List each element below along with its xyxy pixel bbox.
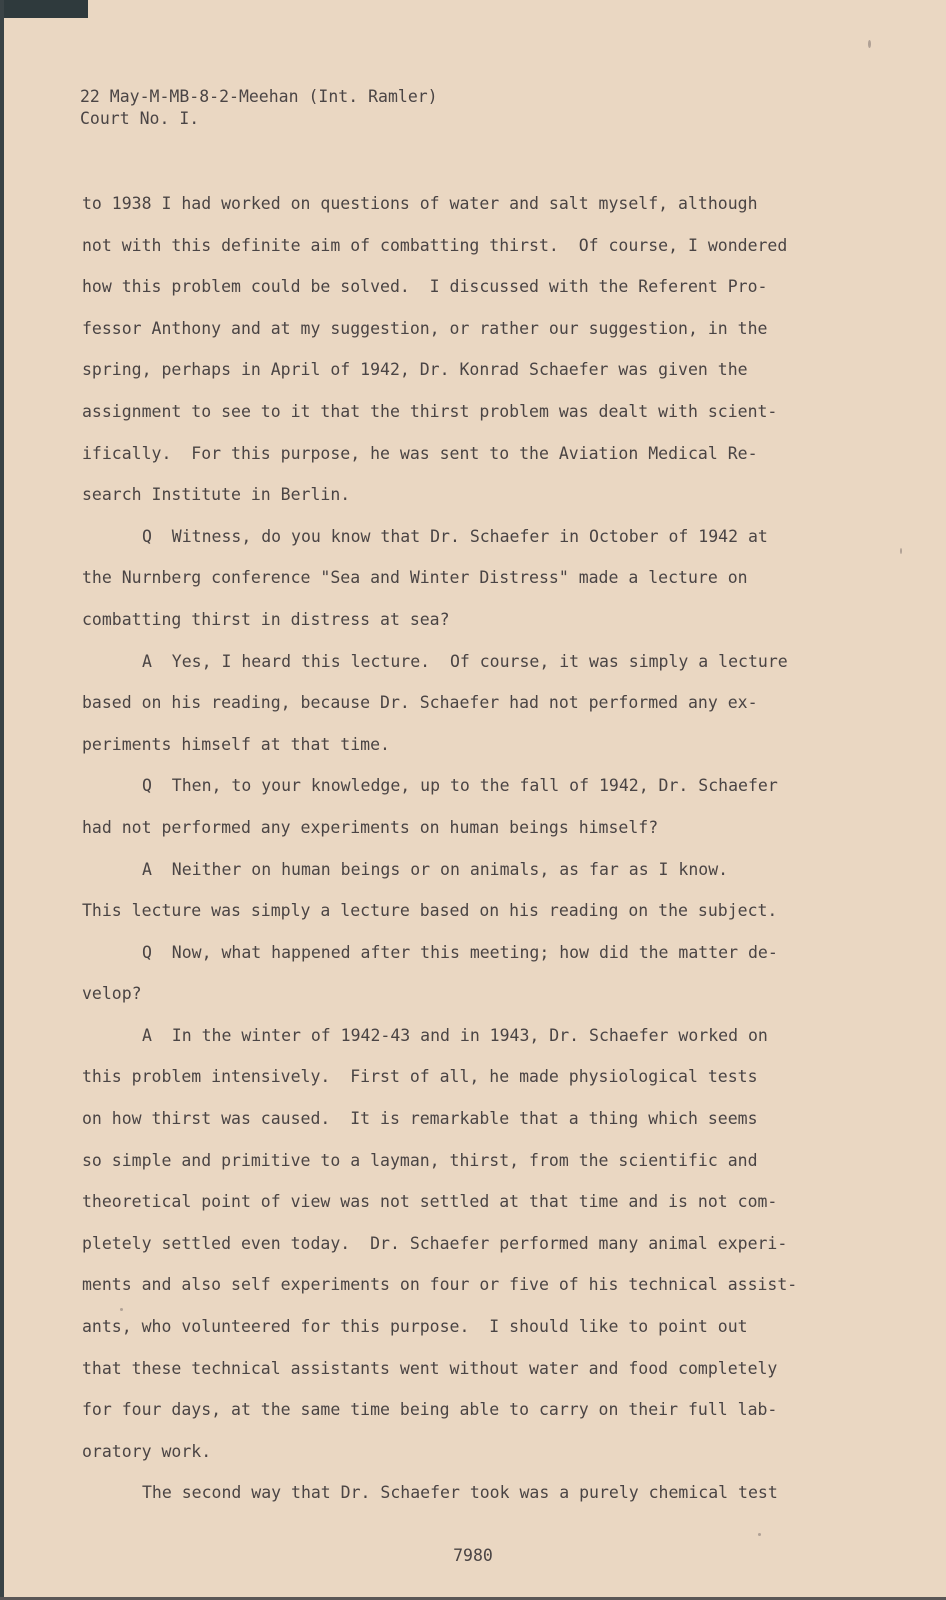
text-line: ments and also self experiments on four or five of his technical assist- [82, 1275, 798, 1295]
text-line: so simple and primitive to a layman, thirst, from the scientific and [82, 1150, 758, 1170]
question-line: Q Now, what happened after this meeting; how did the matter de- [142, 942, 778, 962]
text-line: that these technical assistants went without water and food completely [82, 1358, 778, 1378]
text-line: combatting thirst in distress at sea? [82, 609, 450, 629]
text-line: assignment to see to it that the thirst problem was dealt with scient- [82, 401, 778, 421]
answer-line: A Neither on human beings or on animals, as far as I know. [142, 859, 729, 879]
text-line: velop? [82, 984, 142, 1004]
binder-tab [0, 0, 88, 18]
text-line: ants, who volunteered for this purpose. I should like to point out [82, 1317, 748, 1337]
text-line: This lecture was simply a lecture based on his reading on the subject. [82, 901, 778, 921]
text-line: the Nurnberg conference "Sea and Winter Distress" made a lecture on [82, 568, 748, 588]
text-line: search Institute in Berlin. [82, 485, 351, 505]
text-line: ifically. For this purpose, he was sent to the Aviation Medical Re- [82, 443, 758, 463]
paper-speck [900, 548, 902, 554]
text-line: periments himself at that time. [82, 734, 390, 754]
text-line: spring, perhaps in April of 1942, Dr. Konrad Schaefer was given the [82, 360, 748, 380]
question-line: Q Witness, do you know that Dr. Schaefer in October of 1942 at [142, 526, 768, 546]
header-line-2: Court No. I. [80, 109, 200, 128]
header-line-1: 22 May-M-MB-8-2-Meehan (Int. Ramler) [80, 87, 438, 106]
text-line: for four days, at the same time being able to carry on their full lab- [82, 1400, 778, 1420]
document-header [80, 86, 438, 130]
paper-speck [120, 1308, 123, 1311]
answer-line: A Yes, I heard this lecture. Of course, it was simply a lecture [142, 651, 788, 671]
paper-speck [758, 1533, 761, 1536]
text-line: how this problem could be solved. I discussed with the Referent Pro- [82, 277, 768, 297]
page-edge [0, 0, 4, 1600]
paper-speck [868, 40, 871, 48]
answer-line: A In the winter of 1942-43 and in 1943, Dr. Schaefer worked on [142, 1025, 768, 1045]
text-line: pletely settled even today. Dr. Schaefer performed many animal experi- [82, 1233, 788, 1253]
text-line: based on his reading, because Dr. Schaefer had not performed any ex- [82, 693, 758, 713]
text-line: fessor Anthony and at my suggestion, or rather our suggestion, in the [82, 318, 768, 338]
text-line: oratory work. [82, 1441, 212, 1461]
question-line: Q Then, to your knowledge, up to the fall of 1942, Dr. Schaefer [142, 776, 778, 796]
paragraph-start-line: The second way that Dr. Schaefer took was a purely chemical test [142, 1483, 778, 1503]
text-line: not with this definite aim of combatting thirst. Of course, I wondered [82, 235, 788, 255]
text-line: this problem intensively. First of all, he made physiological tests [82, 1067, 758, 1087]
text-line: theoretical point of view was not settled at that time and is not com- [82, 1192, 778, 1212]
page-number: 7980 [453, 1546, 493, 1565]
text-line: had not performed any experiments on human beings himself? [82, 817, 659, 837]
text-line: on how thirst was caused. It is remarkable that a thing which seems [82, 1109, 758, 1129]
transcript-body [82, 183, 822, 1514]
text-line: to 1938 I had worked on questions of water and salt myself, although [82, 194, 758, 213]
